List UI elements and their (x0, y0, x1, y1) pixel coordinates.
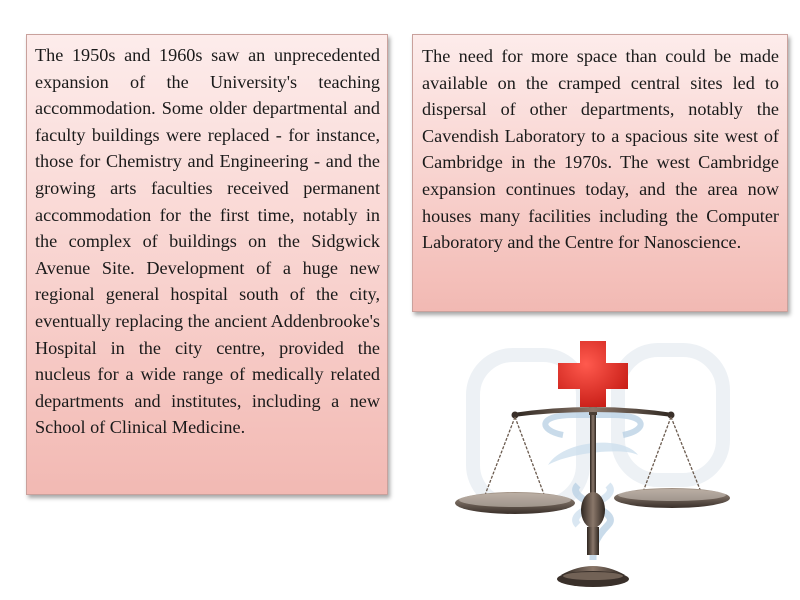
medical-scale-illustration (443, 335, 743, 600)
text-box-left: The 1950s and 1960s saw an unprecedented expansion of the University's teaching accommodation. Some older departmental and faculty buildings were replaced - for instance, those for Chemistry and Engineering - and the growing arts faculties received permanent accommodation for the first time, notably in the complex of buildings on the Sidgwick Avenue Site. Development of a huge new regional general hospital south of the city, eventually replacing the ancient Addenbrooke's Hospital in the city centre, provided the nucleus for a wide range of medically related departments and institutes, including a new School of Clinical Medicine. (26, 34, 388, 495)
text-box-right: The need for more space than could be made available on the cramped central sites led to dispersal of other departments, notably the Cavendish Laboratory to a spacious site west of Cambridge in the 1970s. The west Cambridge expansion continues today, and the area now houses many facilities including the Computer Laboratory and the Centre for Nanoscience. (412, 34, 788, 312)
